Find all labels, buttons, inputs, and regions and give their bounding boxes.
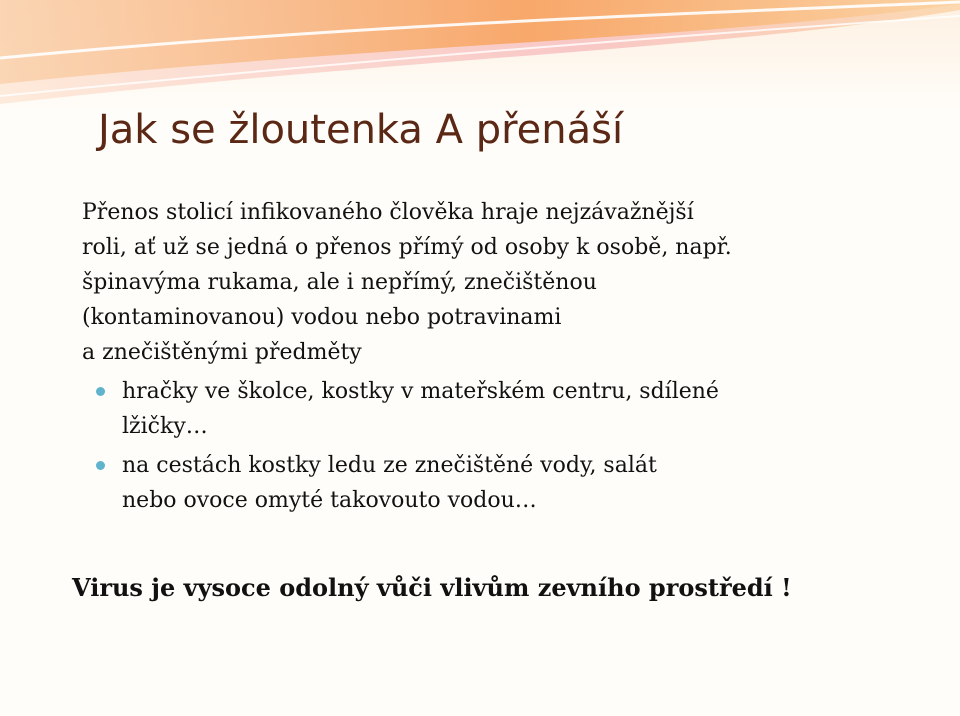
bullet-line: nebo ovoce omyté takovouto vodou… — [122, 488, 537, 513]
bullet-line: na cestách kostky ledu ze znečištěné vody, salát — [122, 453, 657, 478]
bullet-dot-icon — [96, 461, 105, 470]
bullet-item — [82, 448, 882, 518]
bullet-line: hračky ve školce, kostky v mateřském centru, sdílené — [122, 379, 719, 404]
bullet-item — [82, 374, 882, 444]
paragraph-line: a znečištěnými předměty — [82, 340, 362, 365]
paragraph-line: Přenos stolicí infikovaného člověka hraje nejzávažnější — [82, 200, 694, 225]
bullet-list — [82, 374, 882, 518]
paragraph-line: špinavýma rukama, ale i nepřímý, znečištěnou — [82, 270, 597, 295]
paragraph-line: roli, ať už se jedná o přenos přímý od osoby k osobě, např. — [82, 235, 732, 260]
conclusion-statement: Virus je vysoce odolný vůči vlivům zevního prostředí ! — [72, 573, 792, 602]
slide-body — [82, 195, 882, 522]
bullet-line: lžičky… — [122, 414, 208, 439]
paragraph-line: (kontaminovanou) vodou nebo potravinami — [82, 305, 562, 330]
bullet-dot-icon — [96, 387, 105, 396]
slide-title: Jak se žloutenka A přenáší — [98, 107, 624, 153]
